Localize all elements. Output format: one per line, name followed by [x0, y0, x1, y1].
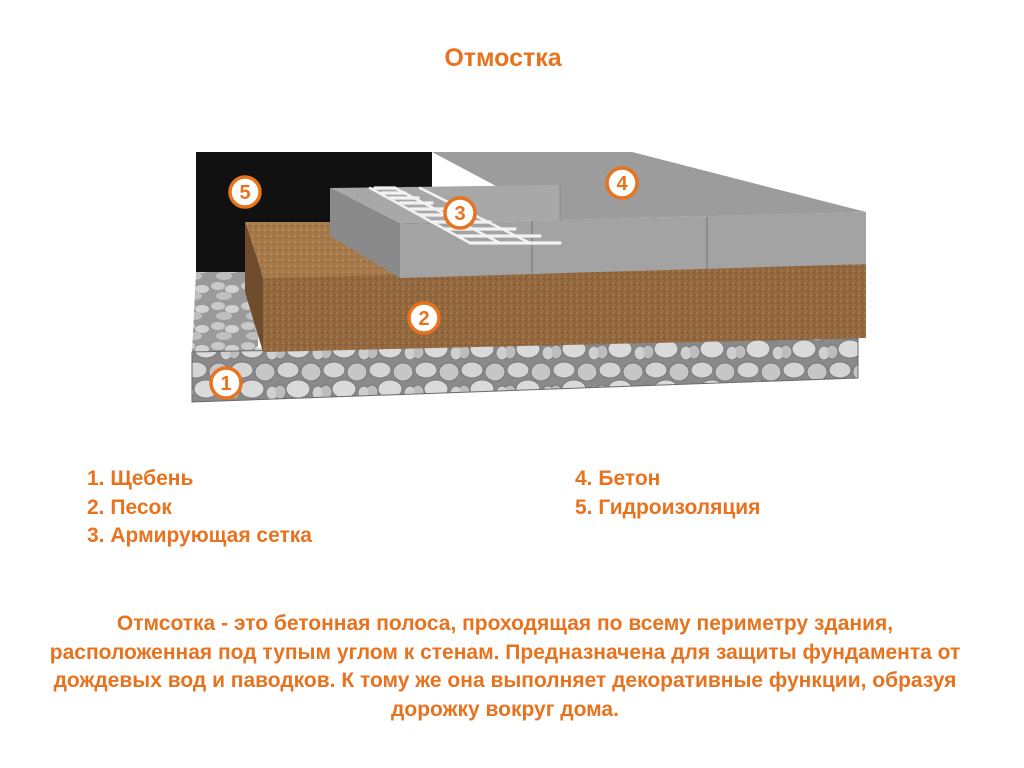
badge-3-number: 3: [454, 203, 466, 225]
legend-item-sand: 2. Песок: [87, 495, 172, 519]
badge-4-number: 4: [616, 173, 628, 195]
description-paragraph: Отмсотка - это бетонная полоса, проходящая по всему периметру здания, расположенная под тупым углом к стенам. Предназначена для защиты фундамента от дождевых вод и паводков. К тому же она выполняет декоративные функции, образуя дорожку вокруг дома.: [49, 612, 961, 721]
badge-4: [607, 168, 637, 198]
badge-1: [211, 368, 241, 398]
badge-5-number: 5: [239, 182, 251, 204]
legend-item-concrete: 4. Бетон: [575, 467, 661, 490]
legend-right: [575, 465, 760, 522]
legend-item-gravel: 1. Щебень: [87, 467, 194, 490]
legend-item-waterproofing: 5. Гидроизоляция: [575, 495, 761, 519]
badge-5: [230, 177, 260, 207]
badge-3: [445, 198, 475, 228]
badge-2-number: 2: [418, 308, 430, 330]
legend-item-mesh: 3. Армирующая сетка: [87, 524, 312, 547]
page-title: Отмостка: [444, 44, 562, 72]
badge-1-number: 1: [220, 373, 232, 395]
legend-left: [87, 465, 312, 551]
badge-2: [409, 303, 439, 333]
